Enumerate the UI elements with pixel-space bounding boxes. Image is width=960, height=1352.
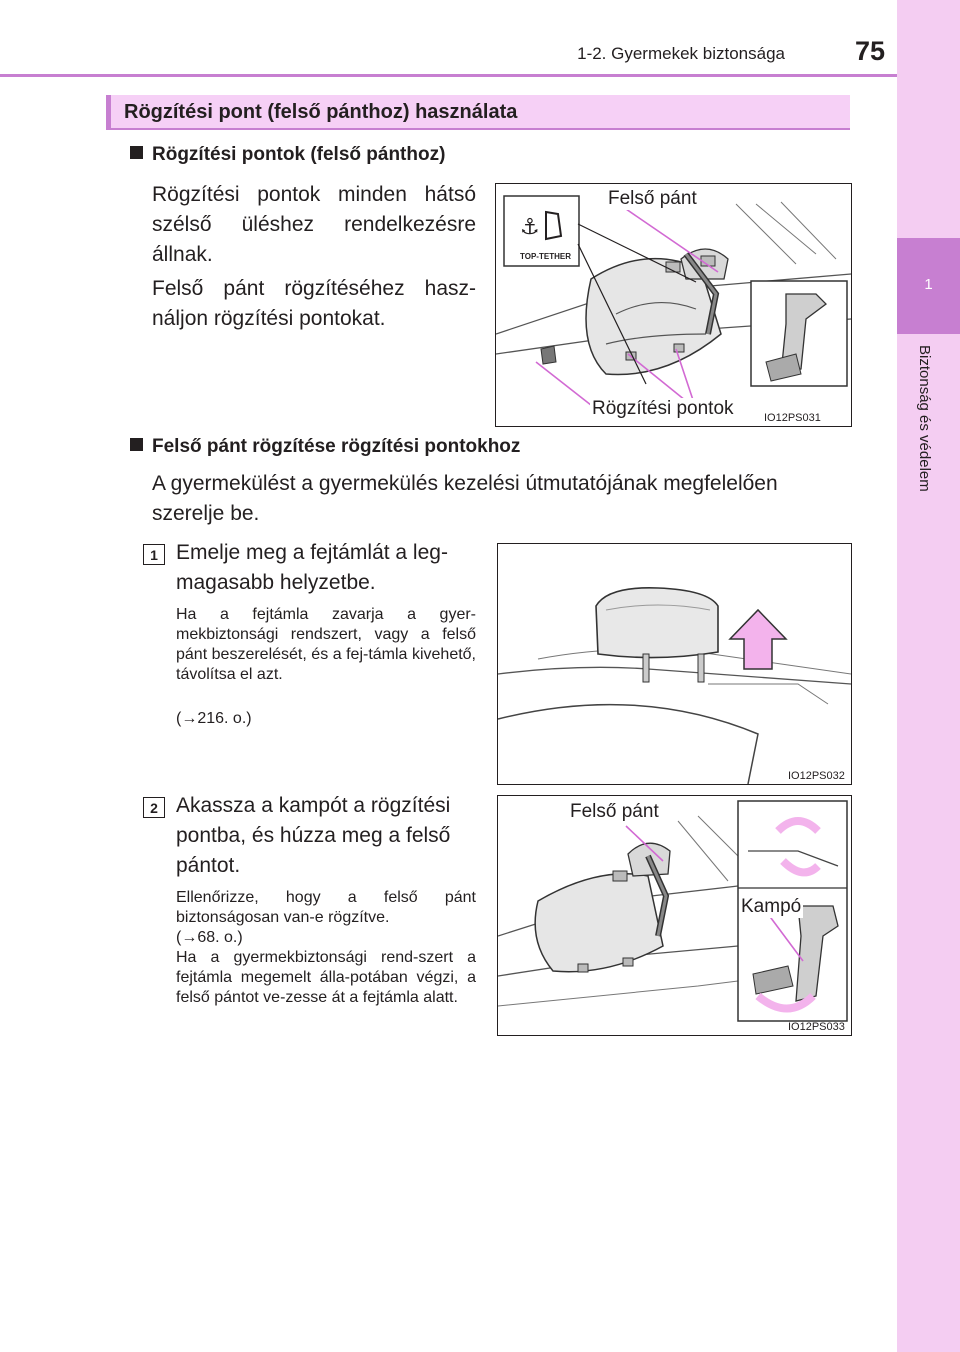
step2-note-headrest: Ha a gyermekbiztonsági rend-szert a fejtámla megemelt álla-potában végzi, a felső pántot ve-zesse át a fejtámla alatt. — [176, 949, 476, 1006]
square-bullet-icon — [130, 146, 143, 159]
figure1-label-top-strap: Felső pánt — [608, 188, 697, 209]
subheading-attach-strap — [130, 436, 520, 458]
chapter-title — [893, 345, 933, 565]
step-number-1: 1 — [143, 544, 165, 565]
section-title: Rögzítési pont (felső pánthoz) használata — [124, 101, 518, 123]
step1-note-reference: (→216. o.) — [176, 710, 252, 727]
figure2-code: IO12PS032 — [788, 770, 845, 782]
top-tether-symbol-text: TOP-TETHER — [520, 252, 571, 261]
step2-note-reference: (→68. o.) — [176, 929, 243, 946]
step1-instruction: Emelje meg a fejtámlát a leg-magasabb helyzetbe. — [176, 541, 448, 594]
chapter-title-text: Biztonság és védelem — [916, 345, 933, 492]
chapter-number: 1 — [924, 276, 933, 293]
paragraph-use-anchors: Felső pánt rögzítéséhez hasz-náljon rögzítési pontokat. — [152, 277, 476, 330]
figure-anchor-points — [495, 183, 852, 427]
step1-note: Ha a fejtámla zavarja a gyer-mekbiztonsági rendszert, vagy a felső pánt beszerelését, és a fej-támla kivehető, távolítsa el azt. — [176, 606, 476, 683]
section-banner-rule — [106, 128, 850, 130]
svg-text:⚓: ⚓ — [520, 215, 540, 240]
header-rule — [0, 74, 897, 77]
figure3-code: IO12PS033 — [788, 1021, 845, 1033]
figure-raise-headrest — [497, 543, 852, 785]
step-number-2: 2 — [143, 797, 165, 818]
chapter-side-tab — [897, 0, 960, 1352]
figure-raise-headrest-illustration — [498, 544, 851, 784]
figure1-code: IO12PS031 — [764, 412, 821, 424]
page-number: 75 — [854, 36, 885, 66]
step2-instruction: Akassza a kampót a rögzítési pontba, és húzza meg a felső pántot. — [176, 794, 451, 877]
paragraph-anchor-availability: Rögzítési pontok minden hátsó szélső üléshez rendelkezésre állnak. — [152, 183, 476, 266]
paragraph-install-seat: A gyermekülést a gyermekülés kezelési útmutatójának megfelelően szerelje be. — [152, 472, 778, 525]
square-bullet-icon — [130, 438, 143, 451]
figure-hook-strap — [497, 795, 852, 1036]
subheading-text: Felső pánt rögzítése rögzítési pontokhoz — [152, 436, 521, 457]
step2-note: Ellenőrizze, hogy a felső pánt biztonságosan van-e rögzítve. — [176, 889, 476, 926]
figure3-label-top-strap: Felső pánt — [570, 801, 659, 822]
running-header: 1-2. Gyermekek biztonsága — [577, 44, 785, 63]
figure-anchor-points-illustration — [496, 184, 851, 426]
subheading-anchor-points — [130, 144, 445, 166]
figure1-label-anchor-points: Rögzítési pontok — [592, 398, 734, 419]
figure3-label-hook: Kampó — [741, 896, 802, 917]
subheading-text: Rögzítési pontok (felső pánthoz) — [152, 144, 446, 165]
